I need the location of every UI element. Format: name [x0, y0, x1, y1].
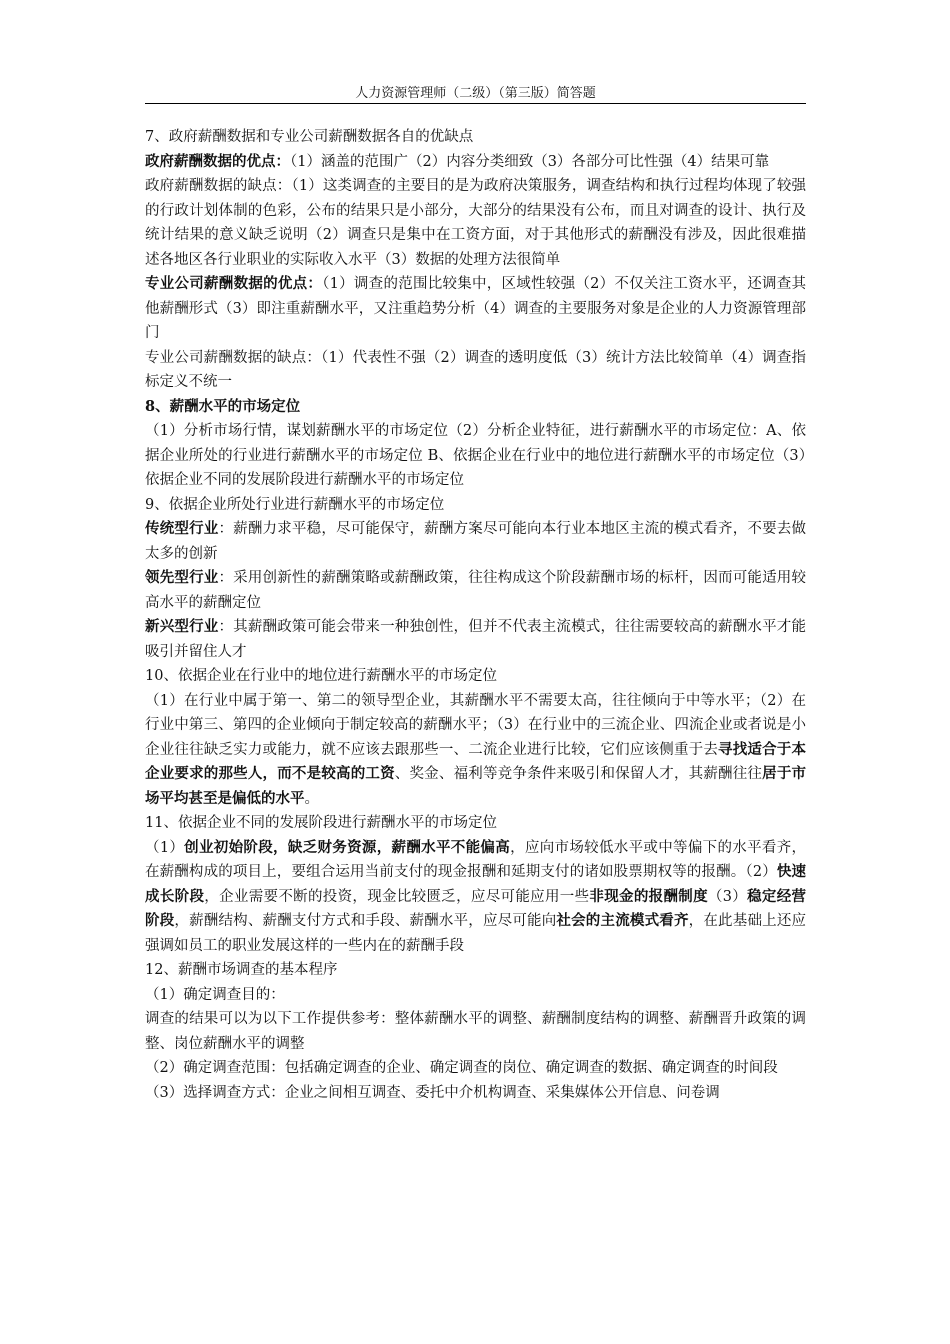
- paragraph: [145, 125, 806, 150]
- text-run: （3）: [707, 888, 748, 905]
- paragraph: [145, 1056, 806, 1081]
- text-run: 11、依据企业不同的发展阶段进行薪酬水平的市场定位: [145, 815, 497, 831]
- text-run: 调查的结果可以为以下工作提供参考：整体薪酬水平的调整、薪酬制度结构的调整、薪酬晋升政策的调整、岗位薪酬水平的调整: [145, 1011, 806, 1052]
- paragraph: [145, 517, 806, 566]
- paragraph: [145, 811, 806, 836]
- bold-text: 居于市场平均甚至是偏低的水平: [145, 765, 807, 807]
- text-run: ，应向市场较低水平或中等偏下的水平看齐，在薪酬构成的项目上，要组合运用当前支付的现金报酬和延期支付的诸如股票期权等的报酬。（2）: [145, 839, 807, 880]
- text-run: 10、依据企业在行业中的地位进行薪酬水平的市场定位: [145, 668, 497, 684]
- bold-text: 创业初始阶段，缺乏财务资源，薪酬水平不能偏高: [184, 838, 511, 856]
- text-run: 7、政府薪酬数据和专业公司薪酬数据各自的优缺点: [145, 129, 474, 145]
- paragraph: [145, 419, 806, 493]
- paragraph: [145, 272, 806, 346]
- paragraph: [145, 1081, 806, 1106]
- paragraph: [145, 836, 806, 959]
- text-run: （1）: [145, 839, 185, 856]
- paragraph: [145, 664, 806, 689]
- bold-text: 寻找适合于本企业要求的那些人，而不是较高的工资: [145, 740, 806, 782]
- paragraph: [145, 689, 806, 812]
- text-run: （2）确定调查范围：包括确定调查的企业、确定调查的岗位、确定调查的数据、确定调查的时间段: [145, 1060, 778, 1076]
- paragraph: [145, 958, 806, 983]
- paragraph: [145, 346, 806, 395]
- text-run: 政府薪酬数据的缺点：（1）这类调查的主要目的是为政府决策服务，调查结构和执行过程均体现了较强的行政计划体制的色彩，公布的结果只是小部分，大部分的结果没有公布，而且对调查的设计、执行及统计结果的意义缺乏说明（2）调查只是集中在工资方面，对于其他形式的薪酬没有涉及，因此很难描述各地区各行业职业的实际收入水平（3）数据的处理方法很简单: [145, 178, 806, 268]
- text-run: ：薪酬力求平稳，尽可能保守，薪酬方案尽可能向本行业本地区主流的模式看齐，不要去做太多的创新: [145, 521, 806, 562]
- text-run: 。: [304, 790, 319, 807]
- text-run: ，在此基础上还应强调如员工的职业发展这样的一些内在的薪酬手段: [145, 913, 807, 954]
- bold-text: 快速成长阶段: [145, 863, 806, 905]
- text-run: （1）分析市场行情，谋划薪酬水平的市场定位（2）分析企业特征，进行薪酬水平的市场定位：A、依据企业所处的行业进行薪酬水平的市场定位 B、依据企业在行业中的地位进行薪酬水平的市场定位（3）依据企业不同的发展阶段进行薪酬水平的市场定位: [145, 423, 806, 488]
- paragraph: [145, 174, 806, 272]
- paragraph: [145, 615, 806, 664]
- paragraph: [145, 1007, 806, 1056]
- text-run: 专业公司薪酬数据的缺点：（1）代表性不强（2）调查的透明度低（3）统计方法比较简单（4）调查指标定义不统一: [145, 349, 806, 390]
- text-run: （1）在行业中属于第一、第二的领导型企业，其薪酬水平不需要太高，往往倾向于中等水平；（2）在行业中第三、第四的企业倾向于制定较高的薪酬水平；（3）在行业中的三流企业、四流企业或者说是小企业往往缺乏实力或能力，就不应该去跟那些一、二流企业进行比较，它们应该侧重于去: [145, 692, 806, 758]
- paragraph: [145, 150, 806, 175]
- paragraph: [145, 566, 806, 615]
- text-run: （3）选择调查方式：企业之间相互调查、委托中介机构调查、采集媒体公开信息、问卷调: [145, 1084, 720, 1101]
- paragraph: [145, 983, 806, 1008]
- header-rule: [145, 103, 806, 104]
- bold-text: 专业公司薪酬数据的优点：: [145, 275, 323, 292]
- paragraph: [145, 493, 806, 518]
- bold-text: 传统型行业: [145, 520, 219, 537]
- text-run: 、奖金、福利等竞争条件来吸引和保留人才，其薪酬往往: [394, 766, 763, 782]
- bold-text: 领先型行业: [145, 569, 219, 586]
- page-header: 人力资源管理师（二级）（第三版）简答题: [355, 86, 596, 101]
- bold-text: 非现金的报酬制度: [589, 887, 708, 905]
- paragraph: [145, 395, 806, 420]
- text-run: ，企业需要不断的投资，现金比较匮乏，应尽可能应用一些: [204, 888, 590, 905]
- bold-text: 稳定经营阶段: [145, 887, 807, 929]
- bold-text: 政府薪酬数据的优点：: [145, 152, 290, 170]
- text-run: ：其薪酬政策可能会带来一种独创性，但并不代表主流模式，往往需要较高的薪酬水平才能吸引并留住人才: [145, 619, 806, 660]
- text-run: （1）调查的范围比较集中，区域性较强（2）不仅关注工资水平，还调查其他薪酬形式（3）即注重薪酬水平，又注重趋势分析（4）调查的主要服务对象是企业的人力资源管理部门: [145, 276, 807, 341]
- text-run: ：采用创新性的薪酬策略或薪酬政策，往往构成这个阶段薪酬市场的标杆，因而可能适用较高水平的薪酬定位: [145, 570, 806, 611]
- bold-text: 社会的主流模式看齐: [556, 912, 689, 929]
- text-run: （1）确定调查目的：: [145, 986, 285, 1003]
- text-run: ，薪酬结构、薪酬支付方式和手段、薪酬水平，应尽可能向: [174, 913, 557, 929]
- document-body: [145, 125, 806, 1105]
- text-run: （1）涵盖的范围广（2）内容分类细致（3）各部分可比性强（4）结果可靠: [290, 153, 770, 170]
- bold-text: 新兴型行业: [145, 618, 219, 635]
- text-run: 9、依据企业所处行业进行薪酬水平的市场定位: [145, 496, 445, 513]
- text-run: 12、薪酬市场调查的基本程序: [145, 962, 338, 978]
- bold-text: 8、薪酬水平的市场定位: [145, 397, 301, 415]
